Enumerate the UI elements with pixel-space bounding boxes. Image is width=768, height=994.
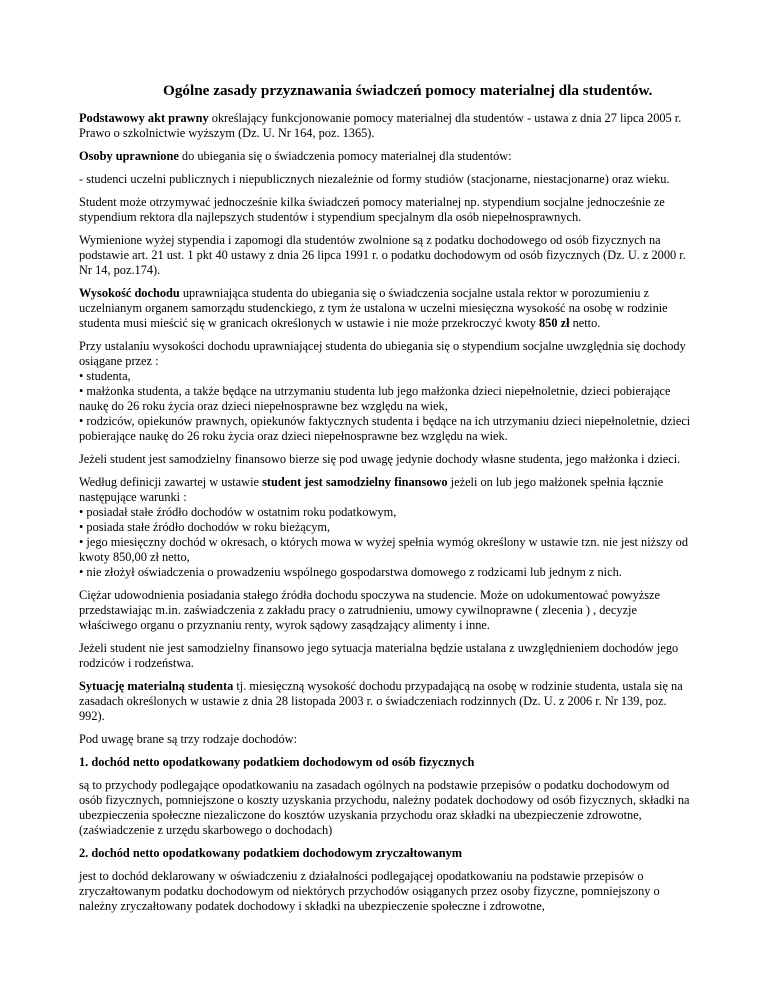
- paragraph-income-type-2: jest to dochód deklarowany w oświadczeniu z działalności podlegającej opodatkowaniu na podstawie przepisów o zryczałtowanym podatku dochodowym od niektórych przychodów osiąganych przez osoby fizyczne, pomniejszony o należny zryczałtowany podatek dochodowy i składki na ubezpieczenie społeczne i zdrowotne,: [79, 869, 660, 913]
- paragraph-eligible-persons: [79, 149, 691, 164]
- paragraph-self-sufficient: Jeżeli student jest samodzielny finansowo bierze się pod uwagę jedynie dochody własne studenta, jego małżonka i dzieci.: [79, 452, 681, 466]
- list-item: • studenta,: [79, 369, 131, 383]
- paragraph-text: Według definicji zawartej w ustawie: [79, 475, 263, 489]
- paragraph-students: - studenci uczelni publicznych i niepublicznych niezależnie od formy studiów (stacjonarne, niestacjonarne) oraz wieku.: [79, 172, 670, 186]
- paragraph-text: jeżeli on lub jego małżonek spełnia łącznie następujące warunki :: [79, 475, 664, 504]
- paragraph-not-self-sufficient: Jeżeli student nie jest samodzielny finansowo jego sytuacja materialna będzie ustalana z uwzględnieniem dochodów jego rodziców i rodzeństwa.: [79, 641, 679, 670]
- list-item: • nie złożył oświadczenia o prowadzeniu wspólnego gospodarstwa domowego z rodzicami lub jednym z nich.: [79, 565, 622, 579]
- heading-income-type-1: [79, 755, 691, 770]
- list-item: • jego miesięczny dochód w okresach, o których mowa w wyżej spełnia wymóg określony w ustawie tzn. nie jest niższy od kwoty 850,00 zł netto,: [79, 535, 689, 564]
- heading-text: 2. dochód netto opodatkowany podatkiem dochodowym zryczałtowanym: [79, 846, 463, 860]
- paragraph-tax-exemption: Wymienione wyżej stypendia i zapomogi dla studentów zwolnione są z podatku dochodowego od osób fizycznych na podstawie art. 21 ust. 1 pkt 40 ustawy z dnia 26 lipca 1991 r. o podatku dochodowym od osób fizycznych (Dz. U. z 2000 r. Nr 14, poz.174).: [79, 233, 686, 277]
- paragraph-legal-basis: [79, 111, 691, 141]
- list-item: • posiadał stałe źródło dochodów w ostatnim roku podatkowym,: [79, 505, 397, 519]
- list-item: • rodziców, opiekunów prawnych, opiekunów faktycznych studenta i będące na ich utrzymaniu dzieci niepełnoletnie, dzieci pobierające naukę do 26 roku życia oraz dzieci niepełnosprawne bez względu na wiek.: [79, 414, 691, 443]
- document-title: Ogólne zasady przyznawania świadczeń pomocy materialnej dla studentów.: [163, 82, 653, 99]
- heading-income-type-2: [79, 846, 691, 861]
- heading-text: 1. dochód netto opodatkowany podatkiem dochodowym od osób fizycznych: [79, 755, 475, 769]
- paragraph-text: określający funkcjonowanie pomocy materialnej dla studentów - ustawa z dnia 27 lipca 2005 r. Prawo o szkolnictwie wyższym (Dz. U. Nr 164, poz. 1365).: [79, 111, 682, 140]
- list-item: • posiada stałe źródło dochodów w roku bieżącym,: [79, 520, 331, 534]
- amount-value: 850 zł: [539, 316, 570, 330]
- paragraph-income-types: Pod uwagę brane są trzy rodzaje dochodów:: [79, 732, 297, 746]
- paragraph-income-sources: [79, 339, 691, 444]
- bold-term: student jest samodzielny finansowo: [262, 475, 448, 489]
- paragraph-income-threshold: [79, 286, 691, 331]
- list-item: • małżonka studenta, a także będące na utrzymaniu studenta lub jego małżonka dzieci niepełnoletnie, dzieci pobierające naukę do 26 roku życia oraz dzieci niepełnosprawne bez względu na wiek,: [79, 384, 671, 413]
- paragraph-multiple-benefits: Student może otrzymywać jednocześnie kilka świadczeń pomocy materialnej np. stypendium socjalne jednocześnie ze stypendium rektora dla najlepszych studentów i stypendium specjalnym dla osób niepełnosprawnych.: [79, 195, 665, 224]
- bold-term: Podstawowy akt prawny: [79, 111, 209, 125]
- paragraph-material-situation: [79, 679, 691, 724]
- bold-term: Osoby uprawnione: [79, 149, 179, 163]
- paragraph-burden-of-proof: Ciężar udowodnienia posiadania stałego źródła dochodu spoczywa na studencie. Może on udokumentować powyższe przedstawiając m.in. zaświadczenia z zakładu pracy o zatrudnieniu, umowy cywilnoprawne ( zlecenia ) , decyzje właściwego organu o przyznaniu renty, wyrok sądowy zasądzający alimenty i inne.: [79, 588, 661, 632]
- paragraph-definition: [79, 475, 691, 580]
- paragraph-text: uprawniająca studenta do ubiegania się o świadczenia socjalne ustala rektor w porozumieniu z uczelnianym organem samorządu studenckiego, z tym że ustalona w uczelni miesięczna wysokość na osobę w rodzinie studenta musi mieścić się w granicach określonych w ustawie i nie może przekroczyć kwoty: [79, 286, 668, 330]
- document-page: [79, 82, 691, 922]
- bold-term: Wysokość dochodu: [79, 286, 180, 300]
- paragraph-text: tj. miesięczną wysokość dochodu przypadającą na osobę w rodzinie studenta, ustala się na zasadach określonych w ustawie z dnia 28 listopada 2003 r. o świadczeniach rodzinnych (Dz. U. z 2006 r. Nr 139, poz. 992).: [79, 679, 683, 723]
- paragraph-text: Przy ustalaniu wysokości dochodu uprawniającej studenta do ubiegania się o stypendium socjalne uwzględnia się dochody osiągane przez :: [79, 339, 686, 368]
- paragraph-text: do ubiegania się o świadczenia pomocy materialnej dla studentów:: [178, 149, 512, 163]
- paragraph-text: netto.: [569, 316, 601, 330]
- bold-term: Sytuację materialną studenta: [79, 679, 234, 693]
- paragraph-income-type-1: są to przychody podlegające opodatkowaniu na zasadach ogólnych na podstawie przepisów o podatku dochodowym od osób fizycznych, pomniejszone o koszty uzyskania przychodu, należny podatek dochodowy od osób fizycznych, składki na ubezpieczenia społeczne niezaliczone do kosztów uzyskania przychodu oraz składki na ubezpieczenie zdrowotne, (zaświadczenie z urzędu skarbowego o dochodach): [79, 778, 690, 837]
